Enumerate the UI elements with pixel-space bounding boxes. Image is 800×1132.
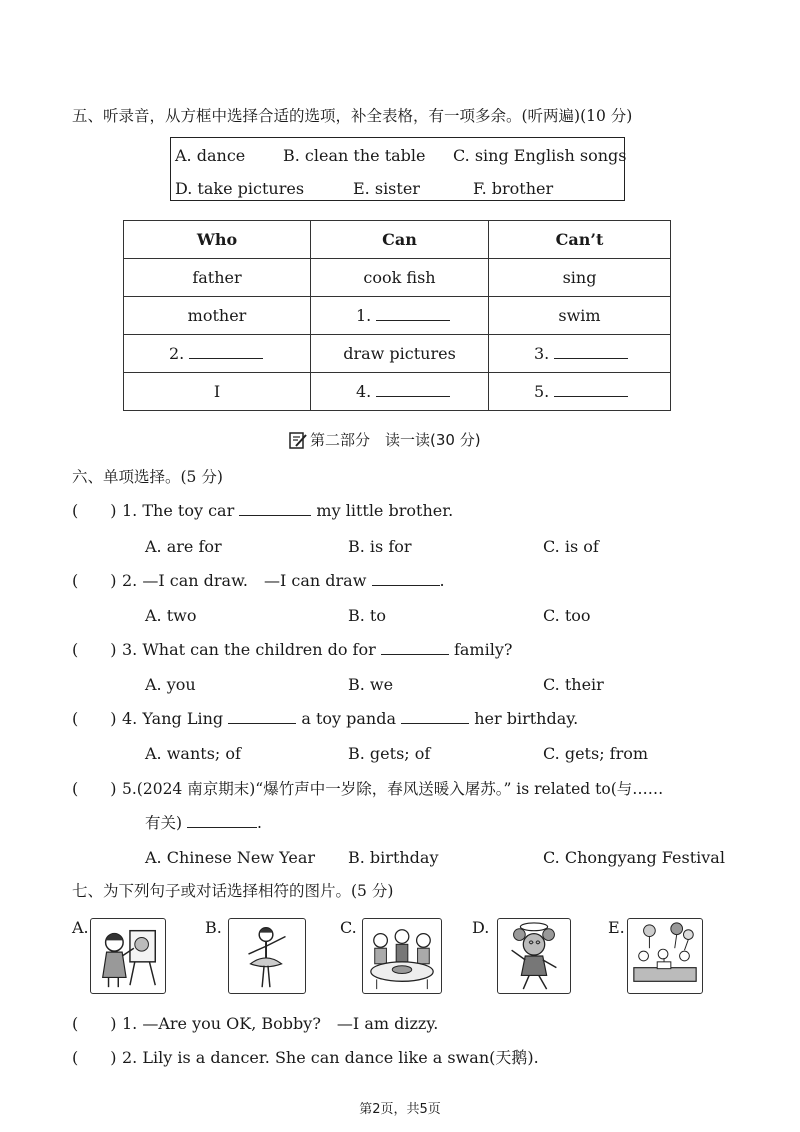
question-text: 有关): [145, 814, 183, 832]
option-b: B. clean the table: [283, 146, 426, 165]
picture-label-a: A.: [72, 918, 89, 937]
question-text: a toy panda: [301, 709, 397, 728]
header-cant: Can’t: [489, 221, 671, 259]
option-f: F. brother: [473, 179, 554, 198]
pencil-note-icon: [288, 430, 308, 450]
question-number: 3.: [122, 640, 138, 659]
question-6-3: [122, 640, 512, 660]
question-number: 1.: [122, 501, 138, 520]
question-7-2: 2. Lily is a dancer. She can dance like a swan(天鹅).: [122, 1048, 539, 1067]
option-6-2-b[interactable]: B. to: [348, 606, 386, 625]
option-6-3-b[interactable]: B. we: [348, 675, 394, 694]
table-row: [124, 297, 671, 335]
table-cell: father: [124, 259, 311, 297]
table-row: [124, 373, 671, 411]
answer-table: [123, 220, 671, 411]
options-box: [170, 137, 625, 201]
girl-dancing-icon: [228, 918, 306, 994]
picture-label-d: D.: [472, 918, 490, 937]
option-6-5-b[interactable]: B. birthday: [348, 848, 439, 867]
question-text: What can the children do for: [142, 640, 376, 659]
question-text: The toy car: [142, 501, 235, 520]
option-6-4-a[interactable]: A. wants; of: [145, 744, 241, 763]
question-blank[interactable]: [381, 640, 449, 655]
question-blank[interactable]: [401, 709, 469, 724]
question-text: —I can draw. —I can draw: [142, 571, 367, 590]
option-6-1-c[interactable]: C. is of: [543, 537, 599, 556]
page-footer: 第2页，共5页: [359, 1102, 441, 1117]
question-text: .: [257, 814, 262, 832]
option-6-2-c[interactable]: C. too: [543, 606, 591, 625]
part-2-title: 第二部分 读一读(30 分): [310, 431, 481, 449]
blank-2-cell[interactable]: [124, 335, 311, 373]
answer-paren-6-4[interactable]: ( ): [72, 709, 117, 728]
question-6-5-line2: [145, 813, 262, 833]
question-blank[interactable]: [239, 501, 311, 516]
question-6-1: [122, 501, 453, 521]
answer-blank-2[interactable]: [189, 344, 263, 359]
table-cell: cook fish: [311, 259, 489, 297]
answer-blank-3[interactable]: [554, 344, 628, 359]
picture-label-c: C.: [340, 918, 357, 937]
question-6-5: [122, 779, 663, 799]
answer-blank-1[interactable]: [376, 306, 450, 321]
option-6-5-a[interactable]: A. Chinese New Year: [145, 848, 316, 867]
question-text: family?: [453, 640, 513, 659]
option-d: D. take pictures: [175, 179, 305, 198]
option-e: E. sister: [353, 179, 420, 198]
option-a: A. dance: [175, 146, 246, 165]
table-cell: sing: [489, 259, 671, 297]
header-who: Who: [124, 221, 311, 259]
option-6-4-b[interactable]: B. gets; of: [348, 744, 431, 763]
answer-paren-6-2[interactable]: ( ): [72, 571, 117, 590]
table-row: [124, 335, 671, 373]
question-7-1: 1. —Are you OK, Bobby? —I am dizzy.: [122, 1014, 439, 1033]
table-cell: mother: [124, 297, 311, 335]
blank-3-cell[interactable]: [489, 335, 671, 373]
blank-number: 2.: [169, 344, 185, 363]
answer-blank-5[interactable]: [554, 382, 628, 397]
birthday-party-icon: [627, 918, 703, 994]
question-text: her birthday.: [474, 709, 579, 728]
question-blank[interactable]: [187, 813, 257, 828]
blank-4-cell[interactable]: [311, 373, 489, 411]
section-7-title: 七、为下列句子或对话选择相符的图片。(5 分): [72, 882, 394, 900]
question-text: my little brother.: [316, 501, 454, 520]
question-number: 5.: [122, 780, 137, 798]
option-6-3-a[interactable]: A. you: [145, 675, 196, 694]
option-6-1-b[interactable]: B. is for: [348, 537, 412, 556]
table-cell: draw pictures: [311, 335, 489, 373]
blank-1-cell[interactable]: [311, 297, 489, 335]
table-header-row: [124, 221, 671, 259]
question-6-2: [122, 571, 445, 591]
table-row: [124, 259, 671, 297]
option-6-3-c[interactable]: C. their: [543, 675, 604, 694]
question-text: Yang Ling: [142, 709, 224, 728]
blank-number: 3.: [534, 344, 550, 363]
section-5-title: 五、听录音，从方框中选择合适的选项，补全表格，有一项多余。(听两遍)(10 分): [72, 107, 633, 125]
question-number: 4.: [122, 709, 138, 728]
question-number: 2.: [122, 571, 138, 590]
option-c: C. sing English songs: [453, 146, 627, 165]
question-text: .: [439, 571, 445, 590]
answer-blank-4[interactable]: [376, 382, 450, 397]
question-blank[interactable]: [228, 709, 296, 724]
answer-paren-6-1[interactable]: ( ): [72, 501, 117, 520]
question-blank[interactable]: [372, 571, 440, 586]
option-6-5-c[interactable]: C. Chongyang Festival: [543, 848, 725, 867]
picture-label-b: B.: [205, 918, 222, 937]
girl-painting-icon: [90, 918, 166, 994]
dizzy-mouse-icon: [497, 918, 571, 994]
picture-label-e: E.: [608, 918, 625, 937]
option-6-1-a[interactable]: A. are for: [145, 537, 222, 556]
answer-paren-7-2[interactable]: ( ): [72, 1048, 117, 1067]
table-cell: I: [124, 373, 311, 411]
table-cell: swim: [489, 297, 671, 335]
answer-paren-6-3[interactable]: ( ): [72, 640, 117, 659]
header-can: Can: [311, 221, 489, 259]
blank-5-cell[interactable]: [489, 373, 671, 411]
blank-number: 1.: [356, 306, 372, 325]
blank-number: 4.: [356, 382, 372, 401]
answer-paren-6-5[interactable]: ( ): [72, 779, 117, 798]
section-6-title: 六、单项选择。(5 分): [72, 468, 223, 486]
family-dinner-icon: [362, 918, 442, 994]
option-6-4-c[interactable]: C. gets; from: [543, 744, 649, 763]
option-6-2-a[interactable]: A. two: [145, 606, 197, 625]
question-6-4: [122, 709, 578, 729]
question-text: (2024 南京期末)“爆竹声中一岁除，春风送暖入屠苏。” is related to(与……: [136, 780, 664, 798]
answer-paren-7-1[interactable]: ( ): [72, 1014, 117, 1033]
blank-number: 5.: [534, 382, 550, 401]
